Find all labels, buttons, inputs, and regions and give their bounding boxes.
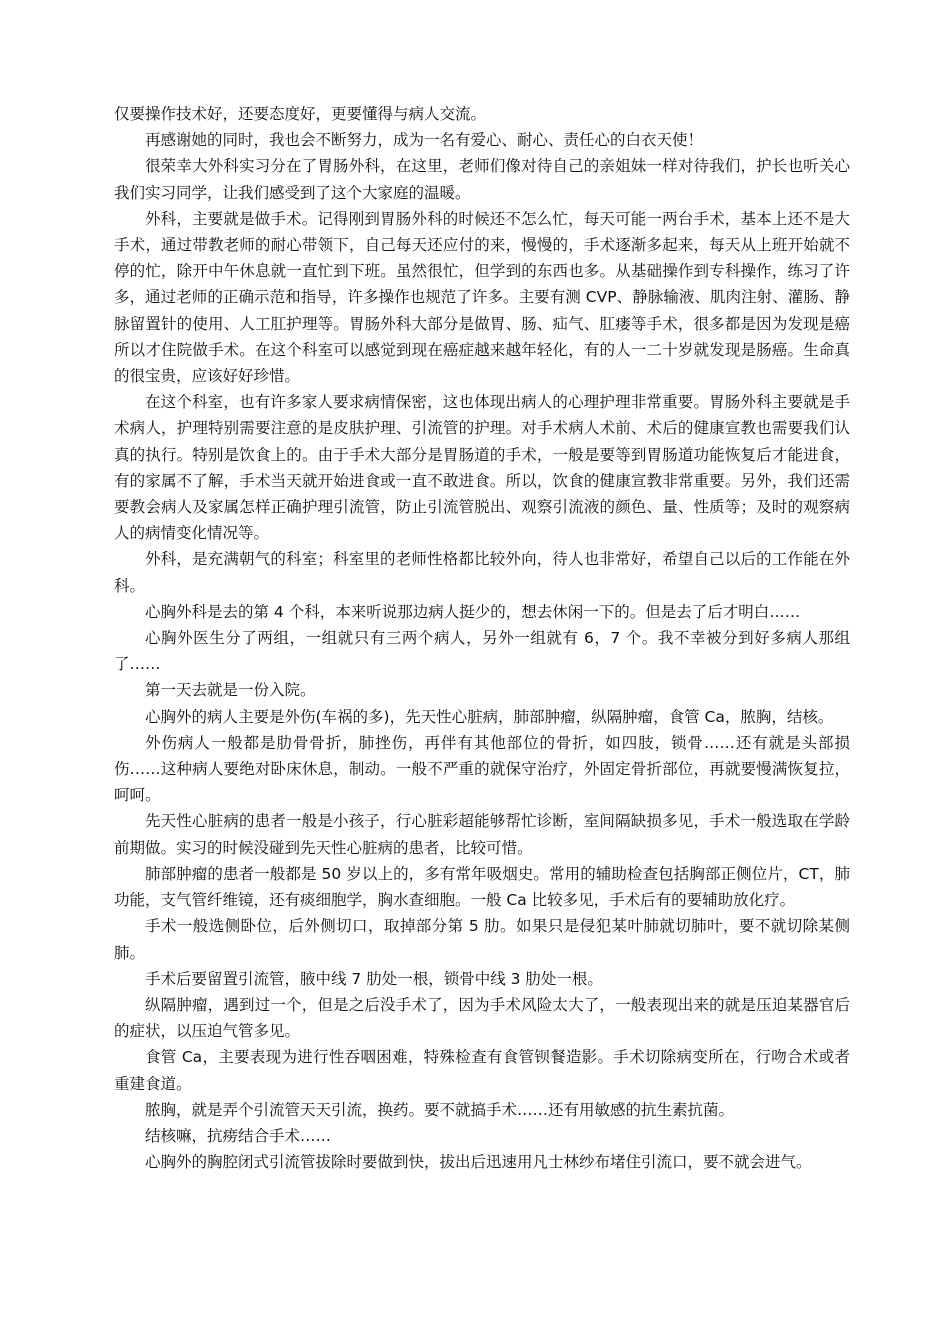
paragraph: 在这个科室，也有许多家人要求病情保密，这也体现出病人的心理护理非常重要。胃肠外科主要就是手术病人，护理特别需要注意的是皮肤护理、引流管的护理。对手术病人术前、术后的健康宣教也需要我们认真的执行。特别是饮食上的。由于手术大部分是胃肠道的手术，一般是要等到胃肠道功能恢复后才能进食，有的家属不了解，手术当天就开始进食或一直不敢进食。所以，饮食的健康宣教非常重要。另外，我们还需要教会病人及家属怎样正确护理引流管，防止引流管脱出、观察引流液的颜色、量、性质等；及时的观察病人的病情变化情况等。 bbox=[114, 393, 850, 543]
paragraph: 食管 Ca，主要表现为进行性吞咽困难，特殊检查有食管钡餐造影。手术切除病变所在，行吻合术或者重建食道。 bbox=[114, 1048, 850, 1093]
paragraph: 纵隔肿瘤，遇到过一个，但是之后没手术了，因为手术风险太大了，一般表现出来的就是压迫某器官后的症状，以压迫气管多见。 bbox=[114, 995, 850, 1041]
paragraph: 结核嘛，抗痨结合手术…… bbox=[145, 1126, 332, 1145]
paragraph: 第一天去就是一份入院。 bbox=[145, 681, 316, 700]
paragraph: 肺部肿瘤的患者一般都是 50 岁以上的，多有常年吸烟史。常用的辅助检查包括胸部正侧位片，CT，肺功能，支气管纤维镜，还有痰细胞学，胸水查细胞。一般 Ca 比较多见，手术后有的要辅助放化疗。 bbox=[114, 864, 850, 910]
paragraph: 外科，是充满朝气的科室；科室里的老师性格都比较外向，待人也非常好，希望自己以后的工作能在外科。 bbox=[114, 550, 850, 595]
paragraph: 再感谢她的同时，我也会不断努力，成为一名有爱心、耐心、责任心的白衣天使！ bbox=[145, 131, 704, 150]
paragraph: 仅要操作技术好，还要态度好，更要懂得与病人交流。 bbox=[114, 105, 487, 123]
paragraph: 很荣幸大外科实习分在了胃肠外科，在这里，老师们像对待自己的亲姐妹一样对待我们，护长也听关心我们实习同学，让我们感受到了这个大家庭的温暖。 bbox=[114, 157, 850, 202]
paragraph: 心胸外的病人主要是外伤(车祸的多)，先天性心脏病，肺部肿瘤，纵隔肿瘤，食管 Ca，脓胸，结核。 bbox=[145, 707, 834, 726]
paragraph: 外伤病人一般都是肋骨骨折，肺挫伤，再伴有其他部位的骨折，如四肢，锁骨……还有就是头部损伤……这种病人要绝对卧床休息，制动。一般不严重的就保守治疗，外固定骨折部位，再就要慢满恢复拉，呵呵。 bbox=[114, 733, 850, 805]
paragraph: 手术后要留置引流管，腋中线 7 肋处一根，锁骨中线 3 肋处一根。 bbox=[145, 969, 603, 988]
paragraph: 手术一般选侧卧位，后外侧切口，取掉部分第 5 肋。如果只是侵犯某叶肺就切肺叶，要不就切除某侧肺。 bbox=[114, 917, 850, 962]
document-page bbox=[114, 101, 850, 1175]
paragraph: 心胸外科是去的第 4 个科，本来听说那边病人挺少的，想去休闲一下的。但是去了后才明白…… bbox=[145, 602, 801, 621]
paragraph: 心胸外医生分了两组，一组就只有三两个病人，另外一组就有 6，7 个。我不幸被分到好多病人那组了…… bbox=[114, 629, 850, 674]
paragraph: 外科，主要就是做手术。记得刚到胃肠外科的时候还不怎么忙，每天可能一两台手术，基本上还不是大手术，通过带教老师的耐心带领下，自己每天还应付的来，慢慢的，手术逐渐多起来，每天从上班开始就不停的忙，除开中午休息就一直忙到下班。虽然很忙，但学到的东西也多。从基础操作到专科操作，练习了许多，通过老师的正确示范和指导，许多操作也规范了许多。主要有测 CVP、静脉输液、肌肉注射、灌肠、静脉留置针的使用、人工肛护理等。胃肠外科大部分是做胃、肠、疝气、肛瘘等手术，很多都是因为发现是癌所以才住院做手术。在这个科室可以感觉到现在癌症越来越年轻化，有的人一二十岁就发现是肠癌。生命真的很宝贵，应该好好珍惜。 bbox=[114, 209, 850, 386]
paragraph: 脓胸，就是弄个引流管天天引流，换药。要不就搞手术……还有用敏感的抗生素抗菌。 bbox=[145, 1100, 735, 1119]
paragraph: 先天性心脏病的患者一般是小孩子，行心脏彩超能够帮忙诊断，室间隔缺损多见，手术一般选取在学龄前期做。实习的时候没碰到先天性心脏病的患者，比较可惜。 bbox=[114, 812, 850, 857]
paragraph: 心胸外的胸腔闭式引流管拔除时要做到快，拔出后迅速用凡士林纱布堵住引流口，要不就会进气。 bbox=[145, 1153, 812, 1172]
